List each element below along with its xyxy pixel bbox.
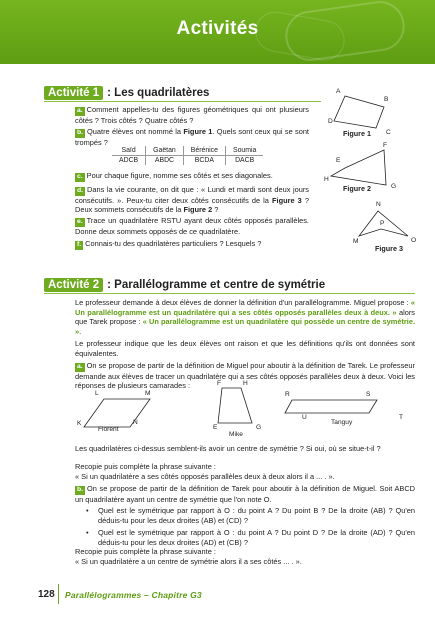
figure1-label: Figure 1	[343, 129, 371, 138]
intro-text-mid: alors que Tarek propose :	[75, 307, 415, 327]
activity1-question-c	[75, 171, 309, 182]
question-d-text-end: ?	[212, 205, 219, 215]
question-d-text: Dans la vie courante, on dit que : « Lundi et mardi sont deux jours consécutifs. ». Peux-tu citer deux côtés consécutifs de la	[75, 185, 309, 205]
bullet-item: • Quel est le symétrique par rapport à O : du point A ? Du point B ? De la droite (AB) ? Qu'en déduis-tu pour les deux droites (AB) et (CD) ?	[84, 506, 415, 525]
activity2-question-b	[75, 484, 415, 504]
point-label-H2: H	[243, 380, 248, 387]
page-number: 128	[38, 589, 55, 600]
activity2-q3: « Si un quadrilatère a ses côtés opposés parallèles deux à deux alors il a ... . ».	[75, 472, 335, 481]
question-b-figure-ref: Figure 1	[183, 127, 213, 136]
question-a-text: Comment appelles-tu des figures géométriques qui ont plusieurs côtés ? Trois côtés ? Quatre côtés ?	[75, 105, 309, 125]
activity2-question-b-badge: b.	[77, 486, 84, 493]
table-value-cell: BCDA	[183, 156, 225, 166]
mike-shape	[218, 388, 252, 423]
question-b-text-end: . Quels sont ceux qui se sont trompés ?	[75, 127, 309, 147]
activity1-heading	[44, 86, 209, 100]
point-label-H: H	[324, 176, 329, 183]
activity2-q2: Recopie puis complète la phrase suivante :	[75, 462, 216, 471]
question-c-badge: c.	[77, 173, 83, 180]
activity2-badge: Activité 2	[44, 278, 103, 292]
table-value-cell: ABDC	[146, 156, 184, 166]
activity1-question-f	[75, 239, 309, 250]
question-f-text: Connais-tu des quadrilatères particuliers ? Lesquels ?	[85, 239, 262, 248]
table-name-cell: Soumia	[225, 146, 263, 156]
tarek-definition: « Un parallélogramme est un quadrilatère qui possède un centre de symétrie. »	[75, 317, 416, 336]
point-label-N2: N	[133, 419, 138, 426]
activity1-question-e	[75, 216, 309, 236]
point-label-G2: G	[256, 424, 262, 431]
point-label-U: U	[302, 414, 307, 421]
activity1-underline	[44, 101, 321, 102]
point-label-A: A	[336, 88, 341, 95]
figure2-quadrilateral	[331, 150, 386, 185]
point-label-F2: F	[217, 380, 222, 387]
activity1-question-a	[75, 105, 309, 125]
table-name-cell: Gaëtan	[146, 146, 184, 156]
intro-text-end: .	[79, 326, 82, 336]
activity2-q4: Recopie puis complète la phrase suivante :	[75, 547, 216, 556]
question-d-figure2-ref: Figure 2	[183, 205, 213, 215]
question-c-text: Pour chaque figure, nomme ses côtés et ses diagonales.	[86, 171, 273, 180]
figure2-label: Figure 2	[343, 184, 371, 193]
tanguy-name: Tanguy	[331, 419, 353, 426]
question-e-badge: e.	[77, 218, 83, 225]
activity2-bullets	[84, 506, 415, 550]
question-e-text: Trace un quadrilatère RSTU ayant deux côtés opposés parallèles. Donne deux sommets opposés de ce quadrilatère.	[75, 216, 309, 236]
page-title: Activités	[176, 18, 259, 39]
question-b-text: Quatre élèves ont nommé la	[87, 127, 184, 136]
activity2-question-a-badge: a.	[77, 363, 83, 370]
point-label-M2: M	[145, 390, 151, 397]
activity1-title: : Les quadrilatères	[107, 87, 210, 99]
point-label-S: S	[366, 391, 371, 398]
names-table	[112, 146, 263, 165]
question-d-text-mid: ? Deux sommets consécutifs de la	[75, 195, 309, 215]
bullet-item: • Quel est le symétrique par rapport à O : du point A ? Du point D ? De la droite (AD) ? Qu'en déduis-tu pour les deux droites (AD) et (CB) ?	[84, 528, 415, 547]
table-name-cell: Bérénice	[183, 146, 225, 156]
florent-name: Florent	[98, 426, 119, 433]
activity2-question-b-text: On se propose de partir de la définition de Tarek pour aboutir à la définition de Miguel. Soit ABCD un quadrilatère ayant un centre de symétrie que l'on note O.	[75, 484, 415, 504]
table-value-cell: ADCB	[119, 157, 139, 164]
point-label-M: M	[353, 238, 359, 245]
activity2-heading	[44, 278, 325, 292]
activity2-underline	[44, 293, 415, 294]
question-f-badge: f.	[77, 241, 82, 248]
figure3-label: Figure 3	[375, 244, 403, 253]
activity2-q5: « Si un quadrilatère a un centre de symétrie alors il a ses côtés ... . ».	[75, 557, 302, 566]
point-label-L: L	[95, 390, 99, 397]
question-a-badge: a.	[77, 107, 83, 114]
miguel-definition: « Un parallélogramme est un quadrilatère qui a ses côtés opposés parallèles deux à deux. »	[75, 298, 415, 317]
activity1-question-d	[75, 185, 309, 215]
point-label-O: O	[411, 237, 417, 244]
activity2-q1: Les quadrilatères ci-dessus semblent-ils avoir un centre de symétrie ? Si oui, où se situe-t-il ?	[75, 444, 381, 453]
figure1-quadrilateral	[334, 96, 384, 128]
chapter-label: Parallélogrammes – Chapitre G3	[65, 590, 202, 600]
point-label-N: N	[376, 201, 381, 208]
activity1-badge: Activité 1	[44, 86, 103, 100]
point-label-F: F	[383, 142, 388, 149]
florent-shape	[84, 399, 150, 427]
activity2-title: : Parallélogramme et centre de symétrie	[107, 279, 326, 291]
question-b-badge: b.	[77, 129, 84, 136]
point-label-P: P	[380, 220, 385, 227]
point-label-G: G	[391, 183, 397, 190]
question-d-figure3-ref: Figure 3	[272, 195, 302, 205]
point-label-B: B	[384, 96, 389, 103]
intro-text: Le professeur demande à deux élèves de donner la définition d'un parallélogramme. Miguel propose :	[75, 298, 411, 307]
point-label-E2: E	[213, 424, 218, 431]
point-label-D: D	[328, 118, 333, 125]
table-value-cell: DACB	[225, 156, 263, 166]
point-label-K: K	[77, 420, 82, 427]
point-label-E: E	[336, 157, 341, 164]
point-label-R: R	[285, 391, 290, 398]
activity2-question-a-text: On se propose de partir de la définition de Miguel pour aboutir à la définition de Tarek. Le professeur demande aux élèves de tracer un quadrilatère qui a ses côtés opposés parallèles deux à deux. Voici les réponses de plusieurs camarades :	[75, 361, 415, 391]
question-d-badge: d.	[77, 187, 84, 194]
activity2-paragraph: Le professeur indique que les deux élèves ont raison et que les définitions qu'ils ont données sont équivalentes.	[75, 339, 415, 358]
mike-name: Mike	[229, 431, 243, 438]
point-label-T: T	[399, 414, 404, 421]
tanguy-shape	[285, 400, 377, 413]
activity1-question-b	[75, 127, 309, 147]
table-name-cell: Saïd	[112, 146, 146, 156]
footer-separator	[58, 584, 59, 604]
page-header	[0, 0, 435, 64]
point-label-C: C	[386, 129, 391, 136]
activity2-intro	[75, 298, 415, 336]
